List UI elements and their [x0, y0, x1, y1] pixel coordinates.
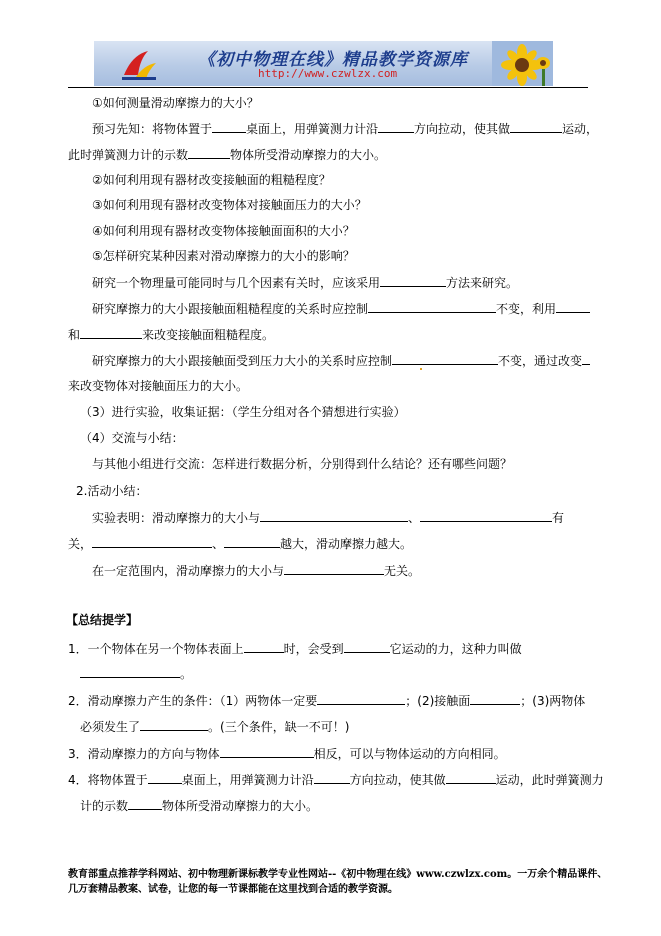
result-line-3: 在一定范围内，滑动摩擦力的大小与 无关。 [92, 564, 421, 578]
pressure-line: 研究摩擦力的大小跟接触面受到压力大小的关系时应控制 不变，通过改变 [92, 352, 590, 369]
summary-item-2: 2．滑动摩擦力产生的条件：（1）两物体一定要 ；(2)接触面 ；(3)两物体 [68, 694, 586, 708]
preview-line: 预习先知：将物体置于 桌面上，用弹簧测力计沿 方向拉动，使其做 运动， [92, 122, 599, 136]
summary-item-1-cont: 。 [80, 665, 192, 682]
summary-title: 【总结提学】 [66, 613, 139, 627]
summary-item-2-cont: 必须发生了 。(三个条件，缺一不可！) [80, 720, 350, 734]
exchange-line: 与其他小组进行交流：怎样进行数据分析，分别得到什么结论？还有哪些问题？ [92, 457, 513, 471]
header-banner [94, 41, 553, 86]
question-1: ①如何测量滑动摩擦力的大小？ [92, 96, 259, 110]
question-2: ②如何利用现有器材改变接触面的粗糙程度？ [92, 173, 331, 187]
banner-url[interactable]: http://www.czwlzx.com [258, 67, 398, 80]
preview-line-2: 此时弹簧测力计的示数 物体所受滑动摩擦力的大小。 [68, 148, 387, 162]
result-line: 实验表明：滑动摩擦力的大小与 、 有 [92, 511, 565, 525]
stray-mark [420, 368, 422, 370]
step-4: （4）交流与小结： [80, 431, 184, 445]
roughness-line: 研究摩擦力的大小跟接触面粗糙程度的关系时应控制 不变，利用 [92, 300, 590, 317]
pressure-line-2: 来改变物体对接触面压力的大小。 [68, 379, 249, 393]
activity-summary-heading: 2.活动小结： [76, 484, 148, 498]
sunflower-icon [492, 41, 553, 86]
site-logo-icon [118, 45, 160, 83]
footer-line-2: 几万套精品教案、试卷，让您的每一节课都能在这里找到合适的教学资源。 [68, 884, 398, 895]
question-4: ④如何利用现有器材改变物体接触面面积的大小？ [92, 224, 355, 238]
summary-item-1: 1．一个物体在另一个物体表面上 时，会受到 它运动的力，这种力叫做 [68, 642, 522, 656]
question-5: ⑤怎样研究某种因素对滑动摩擦力的大小的影响？ [92, 249, 355, 263]
header-divider [68, 87, 588, 88]
step-3: （3）进行实验，收集证据：（学生分组对各个猜想进行实验） [80, 405, 406, 419]
summary-item-3: 3．滑动摩擦力的方向与物体 相反，可以与物体运动的方向相同。 [68, 747, 506, 761]
footer-line-1: 教育部重点推荐学科网站、初中物理新课标教学专业性网站--《初中物理在线》www.czwlzx.com。一万余个精品课件、 [68, 869, 608, 880]
summary-item-4: 4．将物体置于 桌面上，用弹簧测力计沿 方向拉动，使其做 运动，此时弹簧测力 [68, 773, 604, 787]
result-line-2: 关， 、 越大，滑动摩擦力越大。 [68, 537, 413, 551]
method-line: 研究一个物理量可能同时与几个因素有关时，应该采用 方法来研究。 [92, 276, 519, 290]
banner-title: 《初中物理在线》精品教学资源库 [198, 50, 468, 70]
roughness-line-2: 和 来改变接触面粗糙程度。 [68, 328, 275, 342]
question-3: ③如何利用现有器材改变物体对接触面压力的大小？ [92, 198, 367, 212]
summary-item-4-cont: 计的示数 物体所受滑动摩擦力的大小。 [80, 799, 319, 813]
